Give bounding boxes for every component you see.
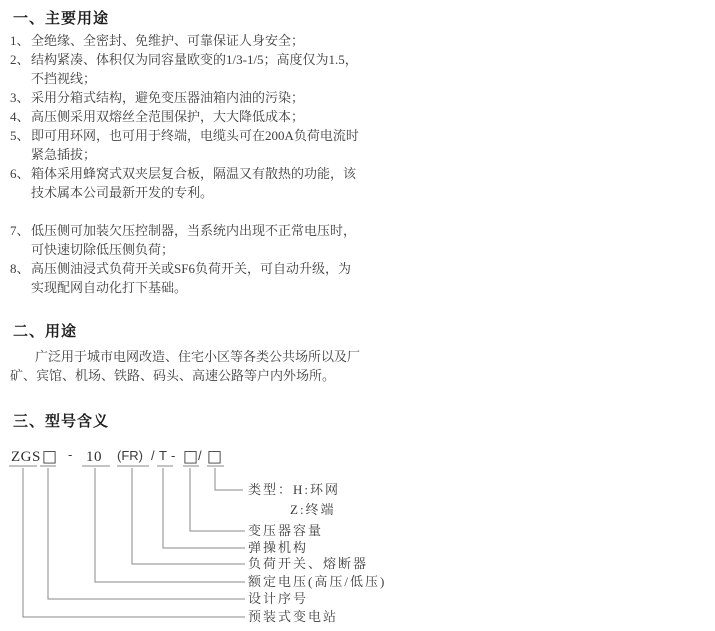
item-text-line: 低压侧可加装欠压控制器，当系统内出现不正常电压时，	[31, 223, 357, 238]
label-voltage: 额定电压(高压/低压)	[248, 574, 387, 589]
model-code-t: T	[159, 448, 167, 463]
list-item	[10, 50, 366, 88]
connector-line-switch	[132, 468, 245, 564]
model-code-dash-2: -	[171, 448, 176, 463]
model-code-box-2: □	[183, 446, 199, 466]
connector-line-station	[23, 468, 245, 617]
section-heading-main-uses: 一、主要用途	[13, 10, 110, 27]
item-text-line: 高压侧采用双熔丝全范围保护，大大降低成本；	[31, 109, 305, 124]
label-station: 预装式变电站	[248, 609, 339, 624]
item-number: 5、	[10, 128, 30, 143]
list-item	[10, 221, 366, 259]
section-heading-uses: 二、用途	[13, 323, 78, 340]
list-item	[10, 126, 366, 164]
item-number: 2、	[10, 52, 30, 67]
item-number: 1、	[10, 33, 30, 48]
paragraph-line: 矿、宾馆、机场、铁路、码头、高速公路等户内外场所。	[10, 368, 336, 383]
item-number: 6、	[10, 166, 30, 181]
item-text-line: 技术属本公司最新开发的专利。	[31, 185, 214, 200]
item-text-line: 结构紧凑、体积仅为同容量欧变的1/3-1/5；高度仅为1.5，	[31, 52, 358, 67]
item-text-line: 实现配网自动化打下基础。	[31, 280, 188, 295]
paragraph-line: 广泛用于城市电网改造、住宅小区等各类公共场所以及厂	[35, 349, 361, 364]
item-text-line: 可快速切除低压侧负荷；	[31, 242, 175, 257]
item-text-line: 不挡视线；	[31, 71, 97, 86]
item-number: 3、	[10, 90, 30, 105]
connector-line-capacity	[190, 468, 245, 531]
label-serial: 设计序号	[248, 591, 309, 606]
list-item	[10, 88, 366, 107]
model-code-box-1: □	[42, 446, 58, 466]
list-item	[10, 107, 366, 126]
item-number: 8、	[10, 261, 30, 276]
item-text-line: 高压侧油浸式负荷开关或SF6负荷开关，可自动升级，为	[31, 261, 351, 276]
item-number: 4、	[10, 109, 30, 124]
item-text-line: 即可用环网，也可用于终端，电缆头可在200A负荷电流时	[31, 128, 359, 143]
label-switch: 负荷开关、熔断器	[248, 556, 369, 571]
model-code-box-3: □	[207, 446, 223, 466]
section-heading-model-meaning: 三、型号含义	[13, 413, 110, 430]
connector-line-type	[215, 468, 243, 490]
main-uses-list	[10, 31, 366, 297]
model-code-slash-2: /	[198, 448, 202, 463]
connector-line-voltage	[95, 468, 245, 582]
list-item	[10, 31, 366, 50]
item-text-line: 全绝缘、全密封、免维护、可靠保证人身安全；	[31, 33, 305, 48]
list-item	[10, 164, 366, 202]
model-designation-diagram	[0, 438, 420, 631]
model-code-prefix: ZGS	[11, 449, 41, 465]
connector-line-mechanism	[163, 468, 245, 548]
model-code-slash-1: /	[151, 448, 155, 463]
list-item	[10, 259, 366, 297]
item-text-line: 箱体采用蜂窝式双夹层复合板，隔温又有散热的功能，该	[31, 166, 357, 181]
model-code-dash-1: -	[68, 447, 73, 462]
label-mechanism: 弹操机构	[248, 540, 309, 555]
label-capacity: 变压器容量	[248, 523, 324, 538]
model-code-fr: (FR)	[117, 448, 143, 463]
item-text-line: 采用分箱式结构，避免变压器油箱内油的污染；	[31, 90, 305, 105]
label-type: 类型：H:环网	[248, 482, 341, 497]
model-code-voltage: 10	[86, 449, 102, 465]
item-number: 7、	[10, 223, 30, 238]
uses-paragraph	[10, 347, 366, 385]
item-text-line: 紧急插拔；	[31, 147, 97, 162]
label-type-2: Z:终端	[290, 502, 336, 517]
